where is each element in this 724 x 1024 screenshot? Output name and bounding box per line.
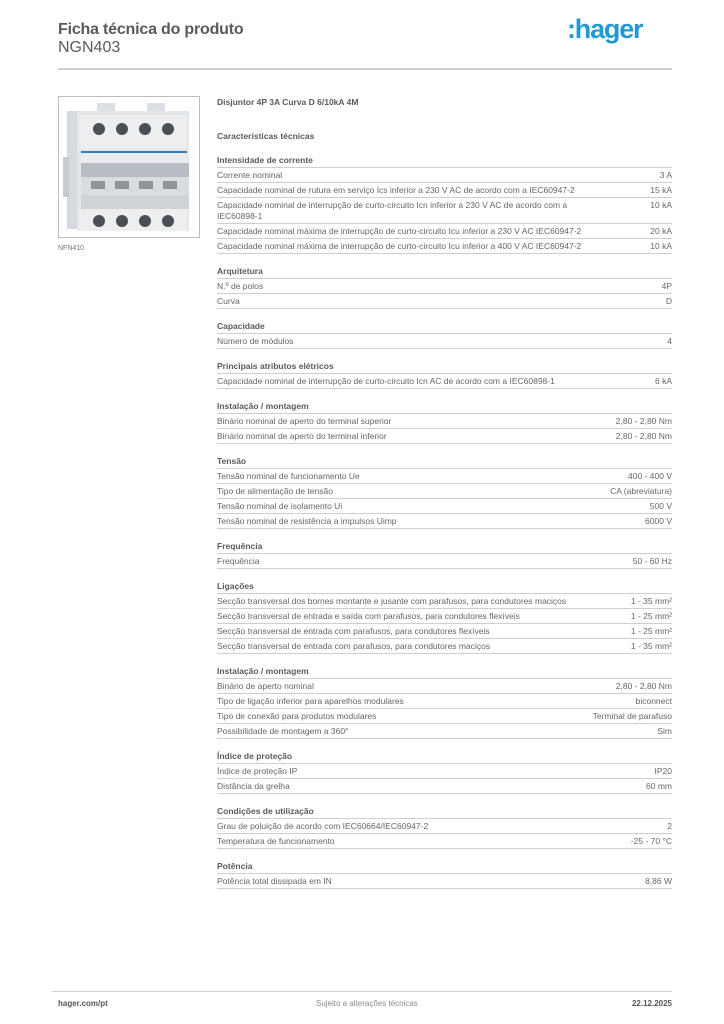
group-title: Frequência (217, 541, 672, 554)
spec-row (217, 239, 672, 254)
spec-value: 2,80 - 2,80 Nm (615, 416, 672, 426)
spec-label: Binário nominal de aperto do terminal inferior (217, 431, 387, 441)
spec-group (217, 541, 672, 569)
footer-date: 22.12.2025 (631, 999, 672, 1008)
spec-row (217, 554, 672, 569)
spec-row (217, 724, 672, 739)
spec-label: Tensão nominal de resistência a impulsos Uimp (217, 516, 397, 526)
spec-row (217, 198, 672, 224)
spec-group (217, 456, 672, 529)
spec-row (217, 594, 672, 609)
spec-row (217, 709, 672, 724)
hager-logo: :hager (567, 14, 643, 44)
spec-label: Tensão nominal de isolamento Ui (217, 501, 343, 511)
spec-row (217, 484, 672, 499)
spec-value: 60 mm (646, 781, 672, 791)
spec-group (217, 581, 672, 654)
footer-website[interactable]: hager.com/pt (58, 999, 108, 1008)
spec-group (217, 361, 672, 389)
spec-row (217, 224, 672, 239)
spec-row (217, 279, 672, 294)
spec-row (217, 624, 672, 639)
spec-value: 4P (661, 281, 672, 291)
spec-row (217, 609, 672, 624)
spec-row (217, 499, 672, 514)
spec-value: 6000 V (645, 516, 672, 526)
spec-content (217, 96, 672, 889)
spec-row (217, 834, 672, 849)
spec-row (217, 679, 672, 694)
spec-label: Tipo de conexão para produtos modulares (217, 711, 377, 721)
spec-value: 2,80 - 2,80 Nm (615, 431, 672, 441)
spec-label: Potência total dissipada em IN (217, 876, 332, 886)
spec-group (217, 321, 672, 349)
spec-label: Tipo de ligação inferior para aparelhos modulares (217, 696, 404, 706)
footer-divider (52, 991, 672, 992)
spec-label: Curva (217, 296, 240, 306)
spec-value: 8,86 W (645, 876, 672, 886)
spec-group (217, 806, 672, 849)
spec-value: Terminal de parafuso (592, 711, 672, 721)
spec-value: CA (abreviatura) (610, 486, 672, 496)
spec-label: Corrente nominal (217, 170, 283, 180)
spec-value: 1 - 35 mm² (630, 596, 672, 606)
spec-group (217, 751, 672, 794)
spec-label: Temperatura de funcionamento (217, 836, 335, 846)
spec-value: 2 (667, 821, 672, 831)
group-title: Ligações (217, 581, 672, 594)
product-code: NGN403 (58, 39, 121, 56)
spec-value: 1 - 25 mm² (630, 611, 672, 621)
spec-label: Secção transversal de entrada com parafusos, para condutores maciços (217, 641, 491, 651)
spec-row (217, 183, 672, 198)
spec-value: Sim (657, 726, 672, 736)
product-image (58, 96, 200, 238)
spec-label: Capacidade nominal máxima de interrupção de curto-circuito Icu inferior a 400 V AC IEC60947-2 (217, 241, 582, 251)
spec-value: 1 - 25 mm² (630, 626, 672, 636)
spec-group (217, 666, 672, 739)
spec-value: 15 kA (650, 185, 672, 195)
spec-label: Possibilidade de montagem a 360° (217, 726, 349, 736)
spec-row (217, 469, 672, 484)
group-title: Potência (217, 861, 672, 874)
spec-groups (217, 155, 672, 889)
spec-value: 10 kA (650, 200, 672, 210)
footer-notice: Sujeito a alterações técnicas (316, 999, 418, 1008)
spec-label: Índice de proteção IP (217, 766, 298, 776)
image-caption: NFN410 (58, 245, 85, 252)
spec-row (217, 294, 672, 309)
group-title: Condições de utilização (217, 806, 672, 819)
spec-value: -25 - 70 °C (630, 836, 672, 846)
spec-row (217, 874, 672, 889)
spec-value: 500 V (649, 501, 672, 511)
spec-value: 2,80 - 2,80 Nm (615, 681, 672, 691)
group-title: Índice de proteção (217, 751, 672, 764)
spec-row (217, 514, 672, 529)
spec-label: Tipo de alimentação de tensão (217, 486, 333, 496)
spec-label: Tensão nominal de funcionamento Ue (217, 471, 360, 481)
spec-row (217, 764, 672, 779)
group-title: Arquitetura (217, 266, 672, 279)
spec-label: Binário nominal de aperto do terminal superior (217, 416, 392, 426)
group-title: Intensidade de corrente (217, 155, 672, 168)
spec-row (217, 694, 672, 709)
group-title: Capacidade (217, 321, 672, 334)
spec-row (217, 374, 672, 389)
spec-row (217, 639, 672, 654)
spec-value: D (665, 296, 672, 306)
spec-value: 1 - 35 mm² (630, 641, 672, 651)
spec-label: Capacidade nominal de interrupção de curto-circuito Icn inferior a 230 V AC de acordo com a IEC60898-1 (217, 200, 568, 221)
spec-label: Grau de poluição de acordo com IEC60664/IEC60947-2 (217, 821, 429, 831)
spec-group (217, 266, 672, 309)
spec-row (217, 168, 672, 183)
spec-label: Frequência (217, 556, 260, 566)
group-title: Instalação / montagem (217, 401, 672, 414)
spec-label: Secção transversal de entrada com parafusos, para condutores flexíveis (217, 626, 490, 636)
spec-value: 10 kA (650, 241, 672, 251)
spec-row (217, 414, 672, 429)
spec-label: Capacidade nominal de interrupção de curto-circuito Icn AC de acordo com a IEC60898-1 (217, 376, 555, 386)
spec-value: 6 kA (654, 376, 672, 386)
spec-label: Capacidade nominal máxima de interrupção de curto-circuito Icu inferior a 230 V AC IEC60947-2 (217, 226, 582, 236)
spec-label: Distância da grelha (217, 781, 290, 791)
page-title: Ficha técnica do produto (58, 21, 244, 38)
circuit-breaker-image-icon (59, 97, 199, 237)
spec-value: IP20 (654, 766, 672, 776)
spec-value: 400 - 400 V (628, 471, 672, 481)
header-divider (58, 68, 672, 70)
spec-row (217, 334, 672, 349)
spec-label: Número de módulos (217, 336, 294, 346)
spec-value: biconnect (635, 696, 672, 706)
spec-group (217, 401, 672, 444)
product-name: Disjuntor 4P 3A Curva D 6/10kA 4M (217, 97, 359, 107)
group-title: Tensão (217, 456, 672, 469)
spec-value: 20 kA (650, 226, 672, 236)
spec-label: Secção transversal de entrada e saída com parafusos, para condutores flexíveis (217, 611, 520, 621)
spec-row (217, 819, 672, 834)
group-title: Principais atributos elétricos (217, 361, 672, 374)
spec-group (217, 861, 672, 889)
spec-row (217, 429, 672, 444)
spec-label: Secção transversal dos bornes montante e jusante com parafusos, para condutores maciços (217, 596, 567, 606)
group-title: Instalação / montagem (217, 666, 672, 679)
spec-group (217, 155, 672, 254)
spec-value: 50 - 60 Hz (632, 556, 672, 566)
section-title: Características técnicas (217, 131, 315, 141)
spec-label: Binário de aperto nominal (217, 681, 314, 691)
spec-label: Capacidade nominal de rutura em serviço Ics inferior a 230 V AC de acordo com a IEC60947-2 (217, 185, 575, 195)
spec-label: N.º de polos (217, 281, 264, 291)
spec-value: 3 A (659, 170, 672, 180)
spec-row (217, 779, 672, 794)
spec-value: 4 (667, 336, 672, 346)
